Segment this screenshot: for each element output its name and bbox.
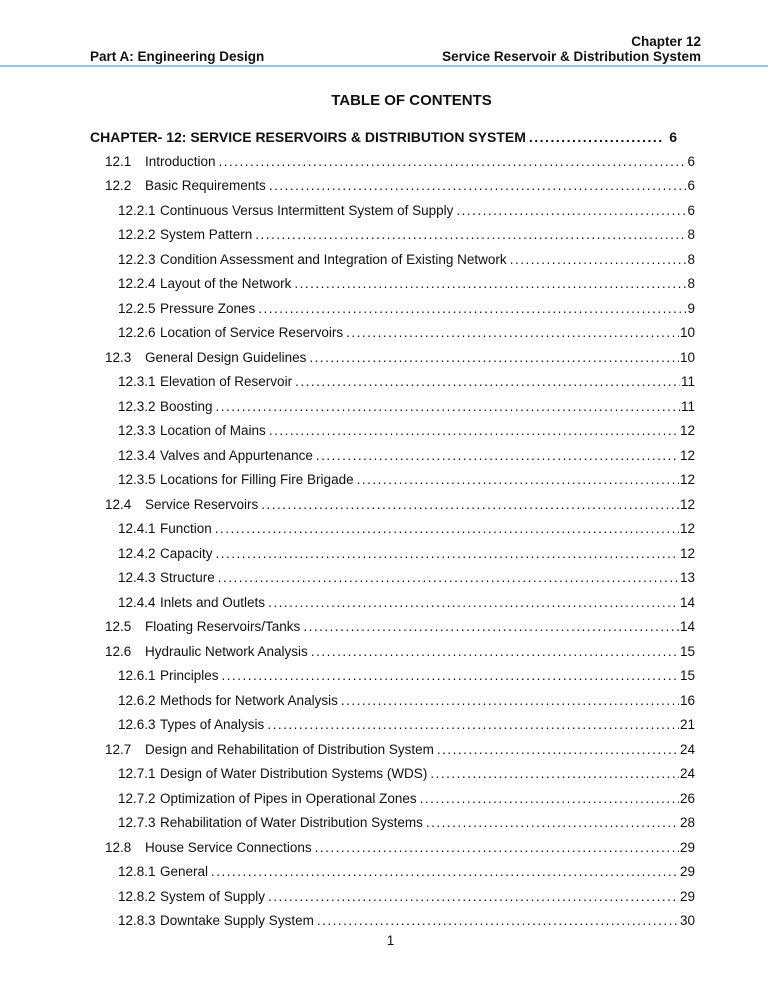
toc-entries — [90, 150, 695, 934]
toc-entry-title: Rehabilitation of Water Distribution Systems — [160, 815, 423, 830]
dot-leader — [303, 615, 679, 640]
toc-entry[interactable] — [90, 542, 695, 567]
toc-entry-number: 12.8 — [105, 839, 132, 855]
toc-entry-number: 12.4 — [105, 496, 132, 512]
toc-entry-number: 12.7.3 — [118, 815, 156, 830]
toc-entry-title: Capacity — [160, 545, 213, 561]
toc-entry-page: 14 — [679, 594, 695, 610]
toc-entry-page: 11 — [680, 398, 695, 414]
toc-entry-page: 12 — [679, 472, 695, 487]
dot-leader — [294, 272, 686, 297]
toc-entry-number: 12.3.1 — [118, 374, 156, 389]
header-chapter-number: Chapter 12 — [631, 34, 701, 49]
toc-entry[interactable] — [90, 664, 695, 689]
dot-leader — [258, 297, 686, 322]
header-rule — [0, 65, 768, 67]
header-part-title: Part A: Engineering Design — [90, 49, 265, 64]
toc-entry-page: 30 — [679, 913, 695, 928]
toc-entry-page: 11 — [680, 374, 695, 389]
toc-entry-title: Design of Water Distribution Systems (WDS) — [160, 766, 428, 781]
toc-entry-number: 12.3.4 — [118, 447, 156, 463]
toc-entry-title: Principles — [160, 668, 219, 683]
toc-entry-page: 6 — [687, 202, 695, 218]
dot-leader — [267, 713, 679, 738]
toc-entry[interactable] — [90, 346, 695, 371]
toc-entry[interactable] — [90, 811, 695, 836]
toc-entry[interactable] — [90, 248, 695, 273]
toc-entry-number: 12.6.1 — [118, 668, 156, 683]
toc-entry-number: 12.6.2 — [118, 692, 156, 708]
dot-leader — [317, 909, 679, 934]
dot-leader — [529, 125, 662, 150]
dot-leader — [346, 321, 679, 346]
dot-leader — [510, 248, 687, 273]
dot-leader — [316, 444, 679, 469]
toc-entry-number: 12.3 — [105, 349, 132, 365]
toc-entry-number: 12.2.5 — [118, 300, 156, 316]
toc-entry-title: House Service Connections — [145, 839, 312, 855]
toc-entry-number: 12.3.2 — [118, 398, 156, 414]
toc-entry[interactable] — [90, 713, 695, 738]
dot-leader — [430, 762, 679, 787]
dot-leader — [309, 346, 679, 371]
toc-entry-title: Valves and Appurtenance — [160, 447, 313, 463]
dot-leader — [269, 174, 687, 199]
toc-entry-number: 12.4.3 — [118, 570, 156, 585]
dot-leader — [295, 370, 680, 395]
toc-entry-page: 9 — [687, 300, 695, 316]
toc-entry-number: 12.6 — [105, 643, 132, 659]
toc-entry[interactable] — [90, 395, 695, 420]
toc-entry-number: 12.2.1 — [118, 202, 156, 218]
toc-entry[interactable] — [90, 150, 695, 175]
toc-entry-page: 15 — [679, 668, 695, 683]
toc-entry-number: 12.2.4 — [118, 276, 156, 291]
toc-entry[interactable] — [90, 297, 695, 322]
toc-entry-number: 12.2.3 — [118, 251, 156, 267]
toc-entry-page: 29 — [679, 839, 695, 855]
toc-entry-number: 12.7.2 — [118, 790, 156, 806]
toc-entry-number: 12.2.2 — [118, 227, 156, 242]
toc-entry-number: 12.2 — [105, 178, 132, 193]
toc-entry[interactable] — [90, 591, 695, 616]
dot-leader — [268, 885, 679, 910]
dot-leader — [216, 542, 679, 567]
toc-entry-number: 12.4.2 — [118, 545, 156, 561]
toc-entry-number: 12.5 — [105, 619, 132, 634]
table-of-contents — [90, 125, 695, 934]
toc-entry-title: Hydraulic Network Analysis — [145, 643, 308, 659]
toc-entry-title: Introduction — [145, 153, 216, 169]
toc-entry-page: 12 — [679, 423, 695, 438]
toc-entry-title: Pressure Zones — [160, 300, 256, 316]
toc-entry-title: Inlets and Outlets — [160, 594, 266, 610]
toc-entry-number: 12.1 — [105, 153, 132, 169]
toc-entry-page: 6 — [687, 153, 695, 169]
toc-entry-number: 12.7.1 — [118, 766, 156, 781]
toc-entry-number: 12.3.3 — [118, 423, 156, 438]
toc-entry[interactable] — [90, 860, 695, 885]
toc-entry-number: 12.8.2 — [118, 888, 156, 904]
toc-entry[interactable] — [90, 909, 695, 934]
toc-entry[interactable] — [90, 517, 695, 542]
toc-entry[interactable] — [90, 199, 695, 224]
toc-entry-page: 12 — [679, 545, 695, 561]
toc-entry[interactable] — [90, 174, 695, 199]
toc-entry-title: Boosting — [160, 398, 213, 414]
header-chapter-block — [442, 34, 701, 64]
dot-leader — [261, 493, 679, 518]
toc-entry-title: System Pattern — [160, 227, 253, 242]
dot-leader — [341, 689, 679, 714]
toc-entry[interactable] — [90, 885, 695, 910]
toc-entry-page: 29 — [679, 864, 695, 879]
dot-leader — [456, 199, 686, 224]
toc-entry-title: Structure — [160, 570, 215, 585]
toc-entry-title: Basic Requirements — [145, 178, 266, 193]
dot-leader — [437, 738, 679, 763]
toc-entry-page: 13 — [679, 570, 695, 585]
toc-entry[interactable] — [90, 223, 695, 248]
toc-entry-page: 21 — [679, 717, 695, 732]
toc-entry-number: 12.8.3 — [118, 913, 156, 928]
toc-entry[interactable] — [90, 566, 695, 591]
toc-entry-page: 8 — [687, 227, 695, 242]
toc-entry[interactable] — [90, 615, 695, 640]
toc-entry-page: 26 — [679, 790, 695, 806]
dot-leader — [216, 395, 680, 420]
page-title: TABLE OF CONTENTS — [331, 92, 492, 109]
toc-entry-title: General Design Guidelines — [145, 349, 307, 365]
toc-entry[interactable] — [90, 272, 695, 297]
dot-leader — [218, 566, 679, 591]
dot-leader — [255, 223, 686, 248]
toc-entry-title: Layout of the Network — [160, 276, 292, 291]
footer-page-number: 1 — [386, 933, 395, 948]
toc-entry-title: Floating Reservoirs/Tanks — [145, 619, 301, 634]
toc-entry-number: 12.7 — [105, 741, 132, 757]
dot-leader — [215, 517, 679, 542]
dot-leader — [222, 664, 679, 689]
toc-entry[interactable] — [90, 444, 695, 469]
toc-entry[interactable] — [90, 689, 695, 714]
toc-entry-page: 24 — [679, 741, 695, 757]
toc-entry-number: 12.2.6 — [118, 325, 156, 340]
toc-entry-title: Continuous Versus Intermittent System of Supply — [160, 202, 454, 218]
dot-leader — [269, 419, 679, 444]
toc-entry[interactable] — [90, 762, 695, 787]
toc-entry-page: 12 — [679, 521, 695, 536]
toc-entry-title: Downtake Supply System — [160, 913, 314, 928]
dot-leader — [426, 811, 679, 836]
toc-entry[interactable] — [90, 787, 695, 812]
toc-entry-page: 8 — [687, 276, 695, 291]
header-chapter-title: Service Reservoir & Distribution System — [442, 49, 701, 64]
toc-entry[interactable] — [90, 640, 695, 665]
toc-entry-title: System of Supply — [160, 888, 266, 904]
toc-entry-page: 12 — [679, 496, 695, 512]
dot-leader — [211, 860, 679, 885]
toc-entry-title: Design and Rehabilitation of Distribution System — [145, 741, 434, 757]
toc-entry-page: 12 — [679, 447, 695, 463]
toc-entry-page: 6 — [687, 178, 695, 193]
toc-chapter-page: 6 — [669, 129, 677, 145]
toc-entry-page: 16 — [679, 692, 695, 708]
toc-entry-title: Location of Mains — [160, 423, 266, 438]
toc-chapter-label: CHAPTER- 12: SERVICE RESERVOIRS & DISTRIBUTION SYSTEM — [90, 129, 526, 145]
dot-leader — [311, 640, 679, 665]
toc-entry-page: 8 — [687, 251, 695, 267]
toc-entry-title: Service Reservoirs — [145, 496, 259, 512]
toc-entry-page: 10 — [679, 325, 695, 340]
toc-entry-title: Condition Assessment and Integration of Existing Network — [160, 251, 507, 267]
toc-entry-title: Methods for Network Analysis — [160, 692, 338, 708]
toc-entry-title: Types of Analysis — [160, 717, 265, 732]
toc-entry-title: Optimization of Pipes in Operational Zones — [160, 790, 417, 806]
page-header — [0, 0, 768, 64]
toc-entry-page: 10 — [679, 349, 695, 365]
toc-entry[interactable] — [90, 321, 695, 346]
toc-entry[interactable] — [90, 370, 695, 395]
dot-leader — [315, 836, 679, 861]
toc-entry-number: 12.4.4 — [118, 594, 156, 610]
toc-entry-page: 28 — [679, 815, 695, 830]
toc-entry[interactable] — [90, 493, 695, 518]
toc-entry-title: Locations for Filling Fire Brigade — [160, 472, 354, 487]
toc-entry-title: Location of Service Reservoirs — [160, 325, 344, 340]
toc-entry-number: 12.4.1 — [118, 521, 156, 536]
toc-entry-page: 14 — [679, 619, 695, 634]
toc-entry-number: 12.6.3 — [118, 717, 156, 732]
toc-entry-number: 12.3.5 — [118, 472, 156, 487]
dot-leader — [357, 468, 679, 493]
dot-leader — [219, 150, 687, 175]
dot-leader — [268, 591, 679, 616]
toc-entry[interactable] — [90, 836, 695, 861]
toc-entry-page: 29 — [679, 888, 695, 904]
toc-entry-page: 24 — [679, 766, 695, 781]
toc-entry[interactable] — [90, 738, 695, 763]
toc-entry-page: 15 — [679, 643, 695, 659]
toc-entry-title: Function — [160, 521, 212, 536]
toc-entry-number: 12.8.1 — [118, 864, 156, 879]
dot-leader — [420, 787, 679, 812]
toc-entry-title: Elevation of Reservoir — [160, 374, 293, 389]
toc-entry[interactable] — [90, 419, 695, 444]
toc-entry[interactable] — [90, 468, 695, 493]
toc-entry-title: General — [160, 864, 209, 879]
toc-chapter-heading[interactable] — [90, 125, 695, 150]
